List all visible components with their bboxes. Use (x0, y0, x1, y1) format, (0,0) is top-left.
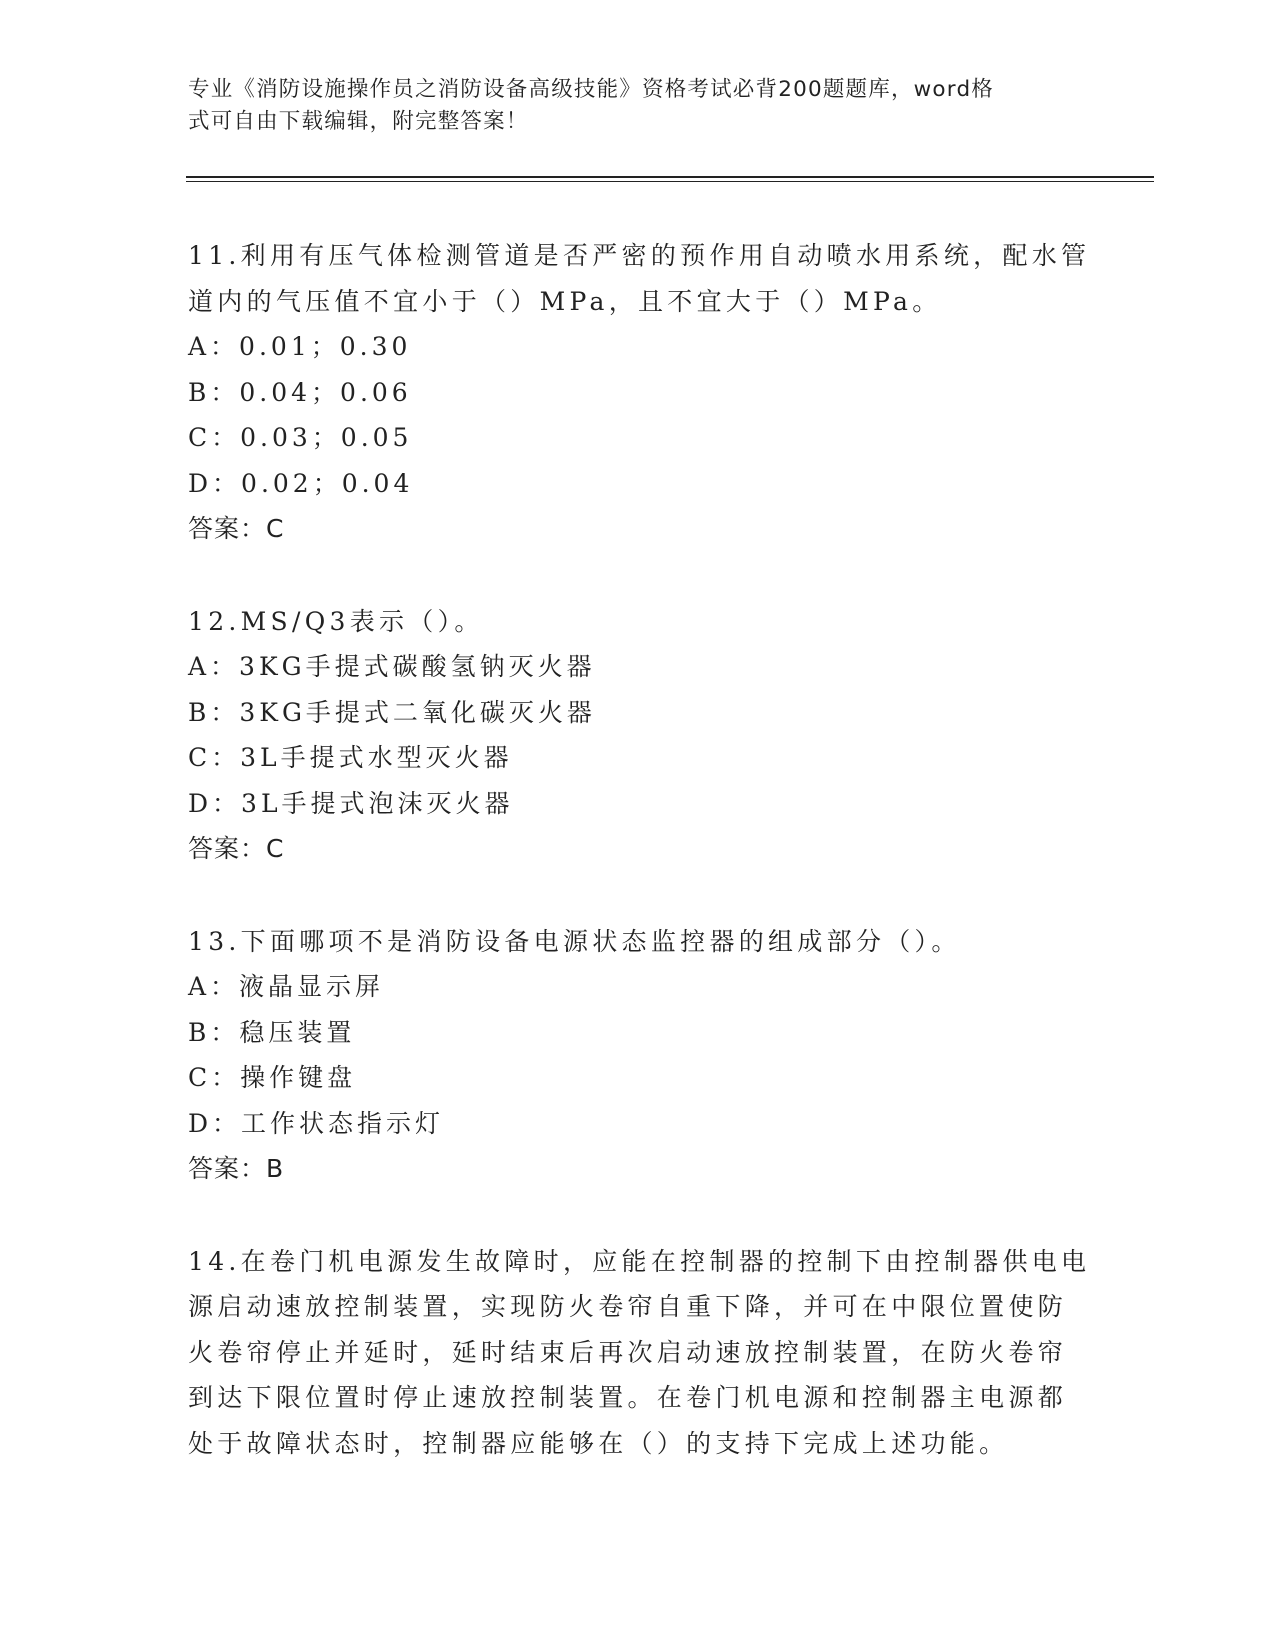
answer-label: 答案：C (188, 514, 285, 543)
option-b: B：3KG手提式二氧化碳灭火器 (188, 697, 596, 727)
question-text-line: 火卷帘停止并延时，延时结束后再次启动速放控制装置，在防火卷帘 (188, 1337, 1068, 1367)
question-text-line: 道内的气压值不宜小于（）MPa，且不宜大于（）MPa。 (188, 286, 942, 316)
header-divider-thick (186, 176, 1154, 178)
question-text-line: 14.在卷门机电源发生故障时，应能在控制器的控制下由控制器供电电 (188, 1246, 1091, 1276)
document-header (188, 74, 1068, 138)
question-list (188, 233, 1091, 1513)
option-d: D：0.02；0.04 (188, 468, 414, 498)
header-line-2: 式可自由下载编辑，附完整答案！ (188, 109, 529, 134)
question-text-line: 13.下面哪项不是消防设备电源状态监控器的组成部分（）。 (188, 926, 961, 956)
option-c: C：3L手提式水型灭火器 (188, 743, 513, 772)
question-text-line: 12.MS/Q3表示（）。 (188, 606, 484, 636)
question-text-line: 到达下限位置时停止速放控制装置。在卷门机电源和控制器主电源都 (188, 1383, 1068, 1412)
header-divider-thin (186, 181, 1154, 182)
question-13 (188, 919, 1088, 1192)
option-d: D：3L手提式泡沫灭火器 (188, 788, 514, 818)
question-text-line: 源启动速放控制装置，实现防火卷帘自重下降，并可在中限位置使防 (188, 1292, 1068, 1321)
question-14 (188, 1239, 1091, 1467)
option-d: D：工作状态指示灯 (188, 1108, 445, 1138)
option-b: B：稳压装置 (188, 1017, 356, 1047)
option-c: C：操作键盘 (188, 1063, 357, 1092)
question-12 (188, 599, 1088, 872)
option-a: A：液晶显示屏 (188, 972, 385, 1001)
header-line-1: 专业《消防设施操作员之消防设备高级技能》资格考试必背200题题库，word格 (188, 77, 994, 102)
option-c: C：0.03；0.05 (188, 423, 413, 452)
option-a: A：0.01；0.30 (188, 332, 412, 361)
question-text-line: 11.利用有压气体检测管道是否严密的预作用自动喷水用系统，配水管 (188, 241, 1091, 270)
answer-label: 答案：C (188, 834, 285, 863)
question-11 (188, 233, 1091, 552)
option-b: B：0.04；0.06 (188, 377, 412, 407)
option-a: A：3KG手提式碳酸氢钠灭火器 (188, 652, 596, 681)
answer-label: 答案：B (188, 1154, 285, 1183)
question-text-line: 处于故障状态时，控制器应能够在（）的支持下完成上述功能。 (188, 1428, 1009, 1458)
